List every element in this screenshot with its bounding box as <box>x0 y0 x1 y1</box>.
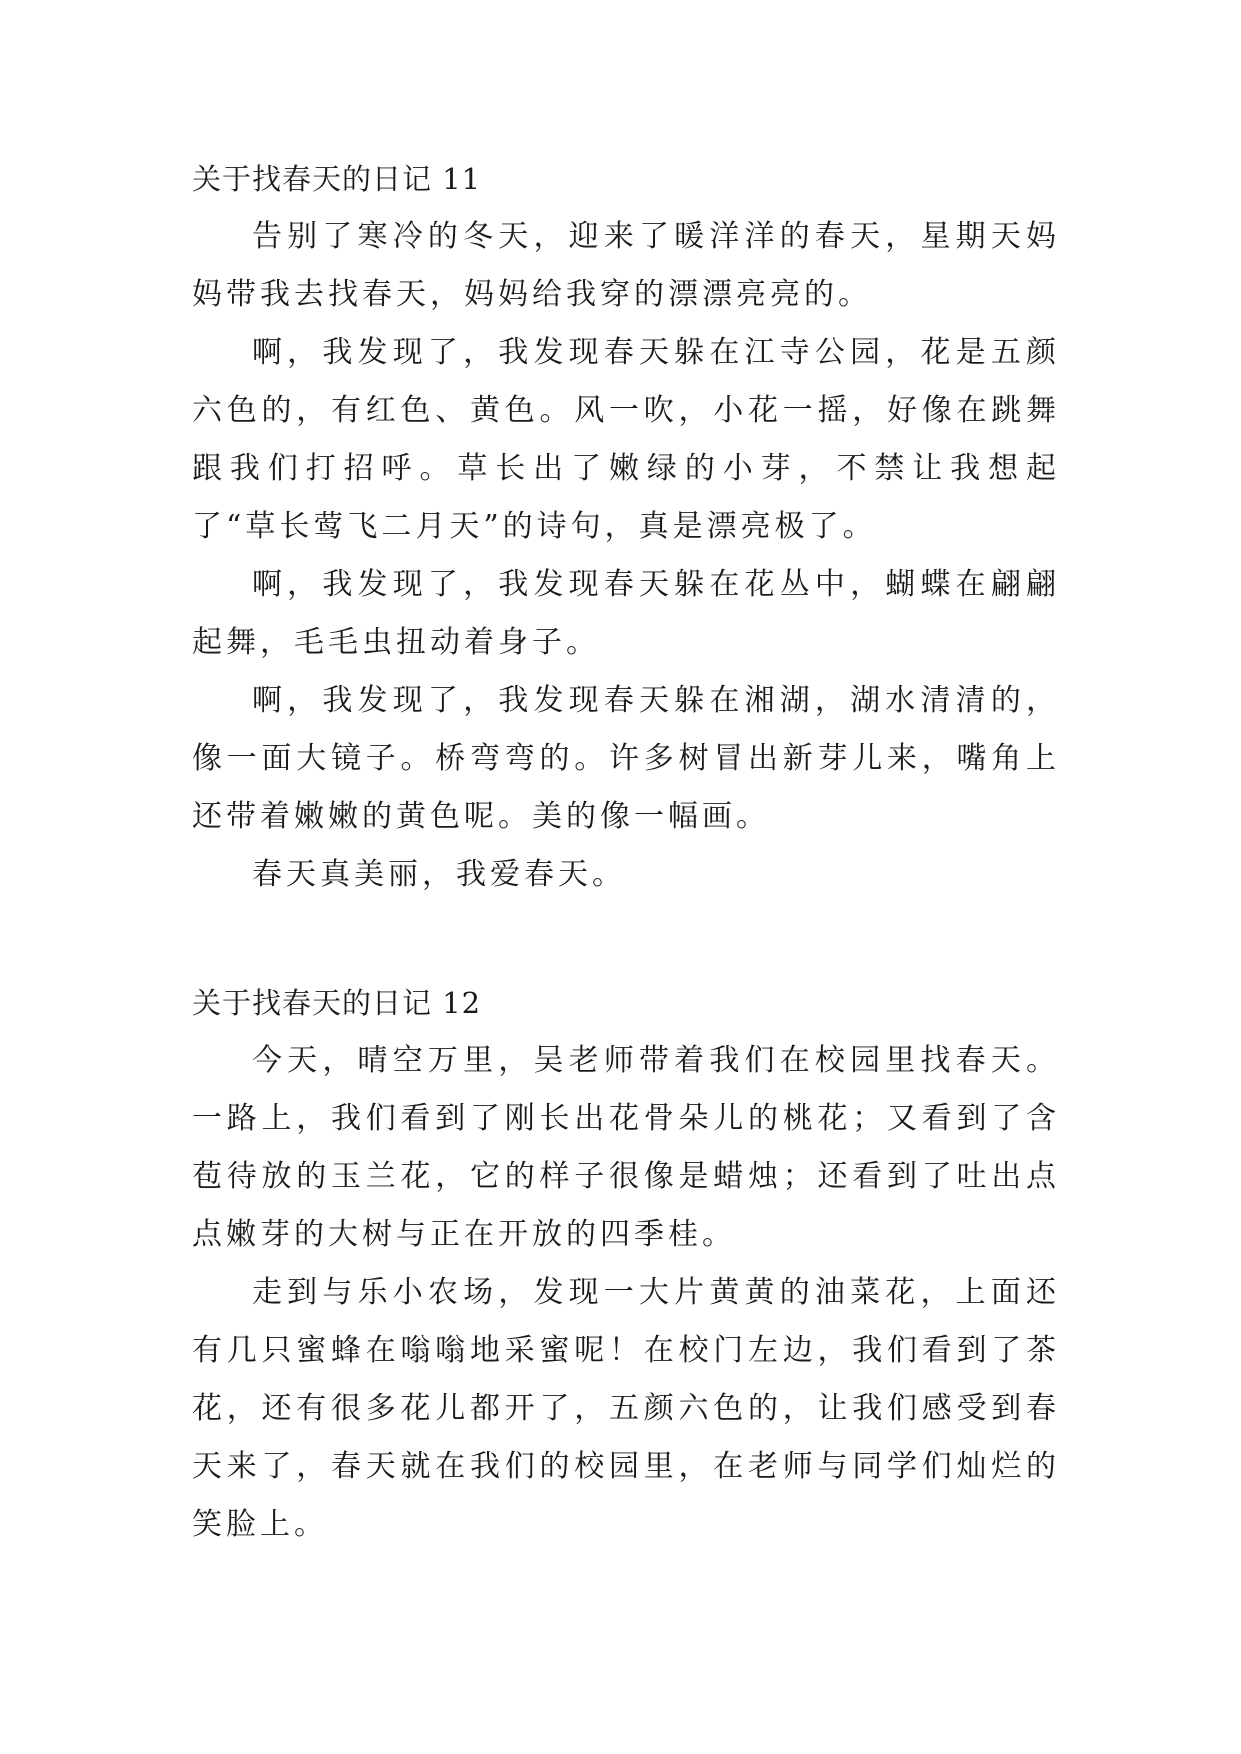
entry-title: 关于找春天的日记 12 <box>192 986 482 1020</box>
document-page <box>192 150 1060 1554</box>
paragraph: 啊，我发现了，我发现春天躲在湘湖，湖水清清的，像一面大镜子。桥弯弯的。许多树冒出新芽儿来，嘴角上还带着嫩嫩的黄色呢。美的像一幅画。 <box>192 683 1060 834</box>
paragraph: 今天，晴空万里，吴老师带着我们在校园里找春天。一路上，我们看到了刚长出花骨朵儿的桃花；又看到了含苞待放的玉兰花，它的样子很像是蜡烛；还看到了吐出点点嫩芽的大树与正在开放的四季桂。 <box>192 1043 1060 1252</box>
paragraph: 啊，我发现了，我发现春天躲在江寺公园，花是五颜六色的，有红色、黄色。风一吹，小花一摇，好像在跳舞跟我们打招呼。草长出了嫩绿的小芽，不禁让我想起了“草长莺飞二月天”的诗句，真是漂亮极了。 <box>192 335 1060 544</box>
diary-entry-11 <box>192 150 1060 904</box>
paragraph: 告别了寒冷的冬天，迎来了暖洋洋的春天，星期天妈妈带我去找春天，妈妈给我穿的漂漂亮亮的。 <box>192 219 1060 312</box>
paragraph: 走到与乐小农场，发现一大片黄黄的油菜花，上面还有几只蜜蜂在嗡嗡地采蜜呢！在校门左边，我们看到了茶花，还有很多花儿都开了，五颜六色的，让我们感受到春天来了，春天就在我们的校园里，在老师与同学们灿烂的笑脸上。 <box>192 1275 1060 1542</box>
entry-title: 关于找春天的日记 11 <box>192 162 482 196</box>
paragraph: 春天真美丽，我爱春天。 <box>252 857 626 892</box>
paragraph: 啊，我发现了，我发现春天躲在花丛中，蝴蝶在翩翩起舞，毛毛虫扭动着身子。 <box>192 567 1060 660</box>
diary-entry-12 <box>192 974 1060 1554</box>
